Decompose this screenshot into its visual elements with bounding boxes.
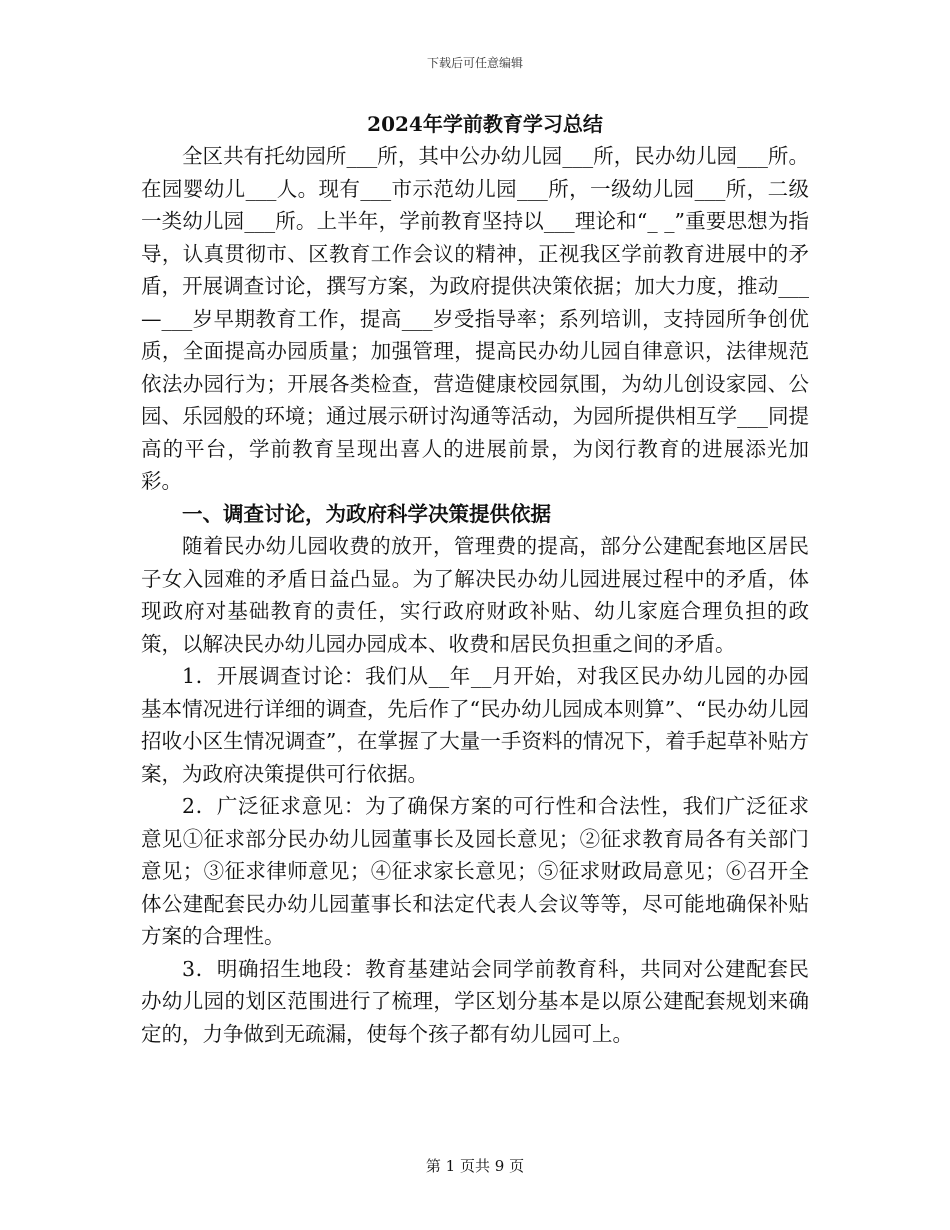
header-note: 下载后可任意编辑 bbox=[426, 56, 523, 70]
document-body bbox=[141, 108, 809, 1050]
item-1-paragraph: 1．开展调查讨论：我们从__年__月开始，对我区民办幼儿园的办园基本情况进行详细的调查，先后作了“民办幼儿园成本则算”、“民办幼儿园招收小区生情况调查”，在掌握了大量一手资料的情况下，着手起草补贴方案，为政府决策提供可行依据。 bbox=[141, 664, 809, 786]
section-1-paragraph: 随着民办幼儿园收费的放开，管理费的提高，部分公建配套地区居民子女入园难的矛盾日益凸显。为了解决民办幼儿园进展过程中的矛盾，体现政府对基础教育的责任，实行政府财政补贴、幼儿家庭合理负担的政策，以解决民办幼儿园办园成本、收费和居民负担重之间的矛盾。 bbox=[141, 534, 809, 656]
item-3-paragraph: 3．明确招生地段：教育基建站会同学前教育科，共同对公建配套民办幼儿园的划区范围进行了梳理，学区划分基本是以原公建配套规划来确定的，力争做到无疏漏，使每个孩子都有幼儿园可上。 bbox=[141, 956, 809, 1046]
page-footer: 第 1 页共 9 页 bbox=[425, 1157, 525, 1175]
intro-paragraph: 全区共有托幼园所___所，其中公办幼儿园___所，民办幼儿园___所。在园婴幼儿___人。现有___市示范幼儿园___所，一级幼儿园___所，二级一类幼儿园___所。上半年，学前教育坚持以___理论和“_ _”重要思想为指导，认真贯彻市、区教育工作会议的精神，正视我区学前教育进展中的矛盾，开展调查讨论，撰写方案，为政府提供决策依据；加大力度，推动___—___岁早期教育工作，提高___岁受指导率；系列培训，支持园所争创优质，全面提高办园质量；加强管理，提高民办幼儿园自律意识，法律规范依法办园行为；开展各类检查，营造健康校园氛围，为幼儿创设家园、公园、乐园般的环境；通过展示研讨沟通等活动，为园所提供相互学___同提高的平台，学前教育呈现出喜人的进展前景，为闵行教育的进展添光加彩。 bbox=[141, 144, 809, 493]
item-2-paragraph: 2．广泛征求意见：为了确保方案的可行性和合法性，我们广泛征求意见①征求部分民办幼儿园董事长及园长意见；②征求教育局各有关部门意见；③征求律师意见；④征求家长意见；⑤征求财政局意见；⑥召开全体公建配套民办幼儿园董事长和法定代表人会议等等，尽可能地确保补贴方案的合理性。 bbox=[141, 794, 809, 948]
document-title: 2024年学前教育学习总结 bbox=[367, 112, 603, 136]
section-heading-1: 一、调查讨论，为政府科学决策提供依据 bbox=[182, 501, 551, 526]
